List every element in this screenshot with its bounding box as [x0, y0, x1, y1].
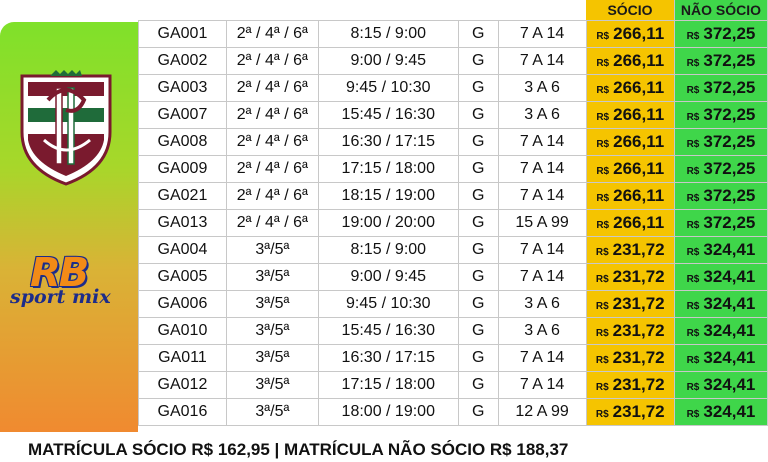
price-value: 266,11	[613, 78, 665, 97]
currency-label: R$	[596, 31, 610, 42]
currency-label: R$	[686, 274, 700, 285]
age-range-cell: 7 A 14	[498, 156, 586, 183]
category-cell: G	[458, 264, 498, 291]
currency-label: R$	[595, 382, 609, 393]
table-row	[139, 318, 768, 345]
class-code-cell: GA013	[139, 210, 227, 237]
class-code-cell: GA007	[139, 102, 227, 129]
nao-socio-price-cell	[674, 156, 767, 183]
price-value: 372,25	[703, 186, 756, 205]
currency-label: R$	[686, 31, 700, 42]
price-value: 372,25	[703, 78, 756, 97]
price-value: 372,25	[703, 132, 756, 151]
category-cell: G	[458, 156, 498, 183]
table-row	[139, 372, 768, 399]
currency-label: R$	[595, 274, 609, 285]
socio-price-cell	[586, 264, 674, 291]
class-code-cell: GA003	[139, 75, 227, 102]
time-cell: 16:30 / 17:15	[318, 345, 458, 372]
price-value: 324,41	[703, 375, 756, 394]
time-cell: 9:00 / 9:45	[318, 48, 458, 75]
nao-socio-price-cell	[674, 183, 767, 210]
currency-label: R$	[595, 409, 609, 420]
currency-label: R$	[596, 166, 610, 177]
table-row	[139, 210, 768, 237]
category-cell: G	[458, 102, 498, 129]
time-cell: 8:15 / 9:00	[318, 237, 458, 264]
currency-label: R$	[596, 85, 610, 96]
fluminense-crest-icon	[18, 70, 114, 188]
price-value: 372,25	[703, 159, 756, 178]
category-cell: G	[458, 210, 498, 237]
logo-main-text: RB	[30, 250, 88, 296]
time-cell: 8:15 / 9:00	[318, 21, 458, 48]
nao-socio-price-cell	[674, 345, 767, 372]
table-row	[139, 129, 768, 156]
currency-label: R$	[596, 193, 610, 204]
class-code-cell: GA008	[139, 129, 227, 156]
socio-price-cell	[586, 156, 674, 183]
price-value: 324,41	[703, 267, 756, 286]
nao-socio-price-cell	[674, 237, 767, 264]
class-code-cell: GA005	[139, 264, 227, 291]
nao-socio-price-cell	[674, 264, 767, 291]
age-range-cell: 15 A 99	[498, 210, 586, 237]
socio-price-cell	[586, 372, 674, 399]
days-cell: 2ª / 4ª / 6ª	[226, 129, 318, 156]
currency-label: R$	[596, 220, 610, 231]
currency-label: R$	[596, 112, 610, 123]
category-cell: G	[458, 345, 498, 372]
category-cell: G	[458, 129, 498, 156]
category-cell: G	[458, 291, 498, 318]
category-cell: G	[458, 237, 498, 264]
socio-price-cell	[586, 75, 674, 102]
currency-label: R$	[686, 193, 700, 204]
class-code-cell: GA016	[139, 399, 227, 426]
table-row	[139, 399, 768, 426]
table-row	[139, 75, 768, 102]
price-value: 231,72	[612, 402, 665, 421]
currency-label: R$	[595, 301, 609, 312]
nao-socio-price-cell	[674, 372, 767, 399]
time-cell: 19:00 / 20:00	[318, 210, 458, 237]
days-cell: 3ª/5ª	[226, 264, 318, 291]
table-row	[139, 291, 768, 318]
currency-label: R$	[686, 85, 700, 96]
class-code-cell: GA009	[139, 156, 227, 183]
time-cell: 9:45 / 10:30	[318, 291, 458, 318]
rb-sport-mix-logo	[8, 250, 134, 322]
price-value: 324,41	[703, 348, 756, 367]
class-code-cell: GA001	[139, 21, 227, 48]
currency-label: R$	[686, 166, 700, 177]
price-value: 266,11	[613, 186, 665, 205]
price-value: 231,72	[612, 267, 665, 286]
currency-label: R$	[686, 220, 700, 231]
time-cell: 15:45 / 16:30	[318, 102, 458, 129]
category-cell: G	[458, 48, 498, 75]
currency-label: R$	[686, 247, 700, 258]
table-row	[139, 264, 768, 291]
socio-price-cell	[586, 291, 674, 318]
price-value: 266,11	[613, 213, 665, 232]
price-value: 266,11	[613, 105, 665, 124]
days-cell: 2ª / 4ª / 6ª	[226, 102, 318, 129]
table-row	[139, 345, 768, 372]
price-value: 231,72	[612, 375, 665, 394]
days-cell: 2ª / 4ª / 6ª	[226, 183, 318, 210]
table-row	[139, 237, 768, 264]
time-cell: 16:30 / 17:15	[318, 129, 458, 156]
price-value: 372,25	[703, 24, 756, 43]
nao-socio-price-cell	[674, 21, 767, 48]
currency-label: R$	[686, 139, 700, 150]
nao-socio-price-cell	[674, 129, 767, 156]
nao-socio-price-cell	[674, 75, 767, 102]
currency-label: R$	[595, 247, 609, 258]
currency-label: R$	[686, 328, 700, 339]
socio-price-cell	[586, 237, 674, 264]
currency-label: R$	[686, 301, 700, 312]
table-row	[139, 48, 768, 75]
category-cell: G	[458, 372, 498, 399]
category-cell: G	[458, 183, 498, 210]
price-value: 231,72	[612, 321, 665, 340]
price-value: 372,25	[703, 213, 756, 232]
age-range-cell: 12 A 99	[498, 399, 586, 426]
nao-socio-price-cell	[674, 318, 767, 345]
nao-socio-price-cell	[674, 102, 767, 129]
age-range-cell: 7 A 14	[498, 129, 586, 156]
logo-sub-text: sport mix	[10, 286, 111, 308]
time-cell: 9:00 / 9:45	[318, 264, 458, 291]
price-value: 324,41	[703, 402, 756, 421]
header-nao-socio: NÃO SÓCIO	[674, 0, 767, 21]
days-cell: 2ª / 4ª / 6ª	[226, 48, 318, 75]
price-value: 266,11	[613, 24, 665, 43]
currency-label: R$	[686, 382, 700, 393]
table-row	[139, 183, 768, 210]
time-cell: 17:15 / 18:00	[318, 372, 458, 399]
time-cell: 17:15 / 18:00	[318, 156, 458, 183]
price-value: 372,25	[703, 105, 756, 124]
age-range-cell: 7 A 14	[498, 21, 586, 48]
socio-price-cell	[586, 102, 674, 129]
class-code-cell: GA002	[139, 48, 227, 75]
class-code-cell: GA011	[139, 345, 227, 372]
socio-price-cell	[586, 345, 674, 372]
days-cell: 2ª / 4ª / 6ª	[226, 210, 318, 237]
age-range-cell: 7 A 14	[498, 345, 586, 372]
sidebar-branding-panel	[0, 22, 138, 432]
nao-socio-price-cell	[674, 399, 767, 426]
price-value: 266,11	[613, 159, 665, 178]
days-cell: 3ª/5ª	[226, 372, 318, 399]
age-range-cell: 7 A 14	[498, 237, 586, 264]
days-cell: 3ª/5ª	[226, 345, 318, 372]
age-range-cell: 7 A 14	[498, 183, 586, 210]
price-value: 231,72	[612, 348, 665, 367]
days-cell: 3ª/5ª	[226, 237, 318, 264]
currency-label: R$	[686, 58, 700, 69]
socio-price-cell	[586, 21, 674, 48]
socio-price-cell	[586, 318, 674, 345]
price-value: 266,11	[613, 51, 665, 70]
time-cell: 9:45 / 10:30	[318, 75, 458, 102]
days-cell: 2ª / 4ª / 6ª	[226, 75, 318, 102]
table-row	[139, 102, 768, 129]
class-code-cell: GA012	[139, 372, 227, 399]
time-cell: 15:45 / 16:30	[318, 318, 458, 345]
currency-label: R$	[686, 112, 700, 123]
category-cell: G	[458, 75, 498, 102]
days-cell: 2ª / 4ª / 6ª	[226, 21, 318, 48]
class-code-cell: GA010	[139, 318, 227, 345]
time-cell: 18:00 / 19:00	[318, 399, 458, 426]
currency-label: R$	[596, 139, 610, 150]
price-value: 231,72	[612, 294, 665, 313]
class-price-table	[138, 0, 768, 426]
header-socio: SÓCIO	[586, 0, 674, 21]
class-code-cell: GA006	[139, 291, 227, 318]
price-value: 231,72	[612, 240, 665, 259]
nao-socio-price-cell	[674, 48, 767, 75]
days-cell: 3ª/5ª	[226, 399, 318, 426]
nao-socio-price-cell	[674, 210, 767, 237]
days-cell: 2ª / 4ª / 6ª	[226, 156, 318, 183]
table-row	[139, 156, 768, 183]
table-row	[139, 21, 768, 48]
currency-label: R$	[595, 355, 609, 366]
category-cell: G	[458, 399, 498, 426]
age-range-cell: 3 A 6	[498, 318, 586, 345]
currency-label: R$	[595, 328, 609, 339]
age-range-cell: 3 A 6	[498, 102, 586, 129]
days-cell: 3ª/5ª	[226, 318, 318, 345]
nao-socio-price-cell	[674, 291, 767, 318]
age-range-cell: 7 A 14	[498, 372, 586, 399]
price-value: 324,41	[703, 294, 756, 313]
currency-label: R$	[686, 355, 700, 366]
price-value: 372,25	[703, 51, 756, 70]
age-range-cell: 7 A 14	[498, 48, 586, 75]
price-value: 324,41	[703, 240, 756, 259]
days-cell: 3ª/5ª	[226, 291, 318, 318]
price-value: 266,11	[613, 132, 665, 151]
class-code-cell: GA004	[139, 237, 227, 264]
age-range-cell: 7 A 14	[498, 264, 586, 291]
socio-price-cell	[586, 129, 674, 156]
time-cell: 18:15 / 19:00	[318, 183, 458, 210]
currency-label: R$	[596, 58, 610, 69]
socio-price-cell	[586, 48, 674, 75]
category-cell: G	[458, 318, 498, 345]
enrollment-fees-footer: MATRÍCULA SÓCIO R$ 162,95 | MATRÍCULA NÃO SÓCIO R$ 188,37	[28, 440, 569, 459]
age-range-cell: 3 A 6	[498, 75, 586, 102]
currency-label: R$	[686, 409, 700, 420]
socio-price-cell	[586, 210, 674, 237]
socio-price-cell	[586, 399, 674, 426]
socio-price-cell	[586, 183, 674, 210]
price-value: 324,41	[703, 321, 756, 340]
age-range-cell: 3 A 6	[498, 291, 586, 318]
class-code-cell: GA021	[139, 183, 227, 210]
category-cell: G	[458, 21, 498, 48]
table-header-row	[139, 0, 768, 21]
